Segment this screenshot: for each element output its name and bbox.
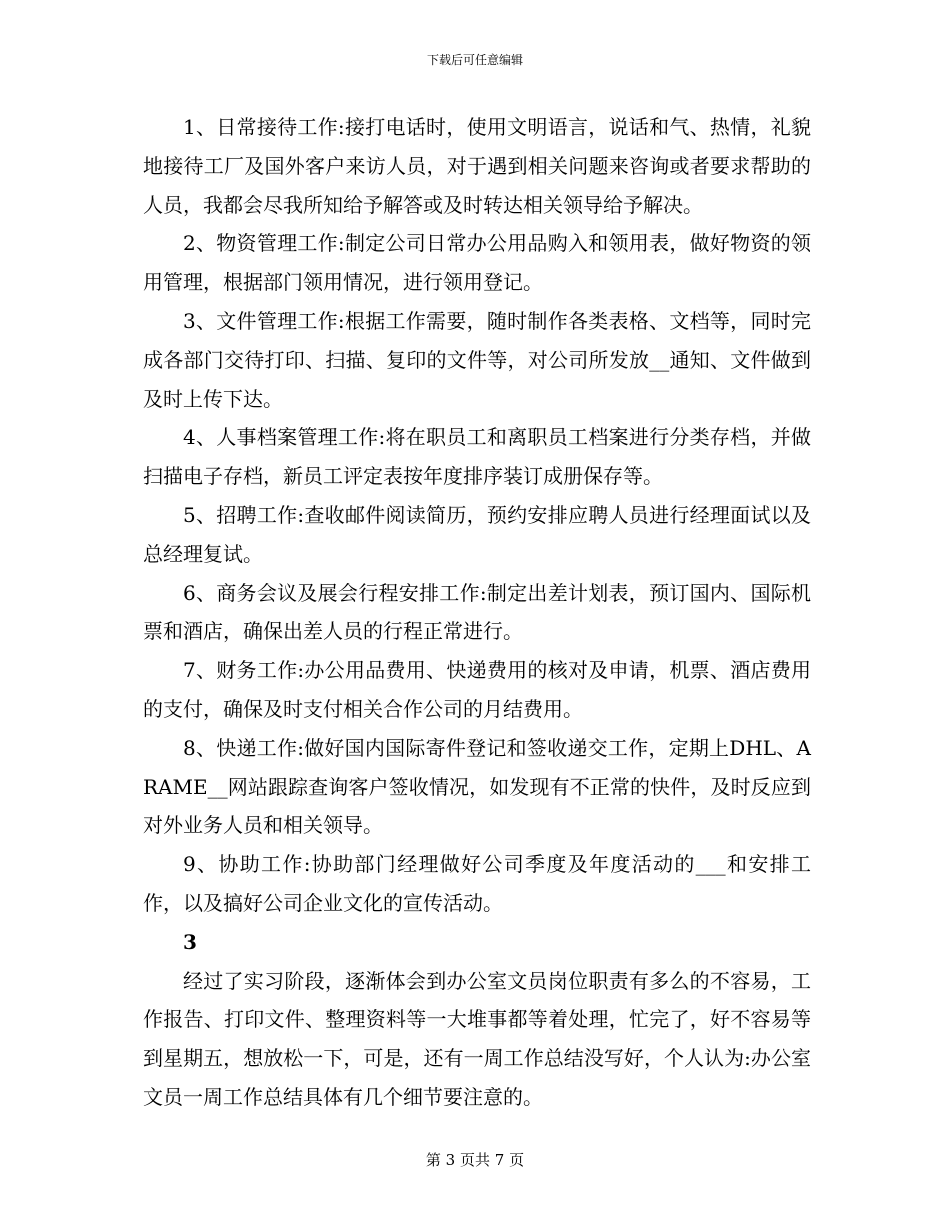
paragraph-business-travel: 6、商务会议及展会行程安排工作:制定出差计划表，预订国内、国际机票和酒店，确保出差人员的行程正常进行。 <box>143 580 811 644</box>
paragraph-daily-reception: 1、日常接待工作:接打电话时，使用文明语言，说话和气、热情，礼貌地接待工厂及国外客户来访人员，对于遇到相关问题来咨询或者要求帮助的人员，我都会尽我所知给予解答或及时转达相关领导给予解决。 <box>143 115 811 217</box>
page-header: 下载后可任意编辑 <box>426 53 523 67</box>
paragraph-express-delivery: 8、快递工作:做好国内国际寄件登记和签收递交工作，定期上DHL、ARAME__网站跟踪查询客户签收情况，如发现有不正常的快件，及时反应到对外业务人员和相关领导。 <box>143 735 811 838</box>
page-footer: 第 3 页共 7 页 <box>425 1151 525 1169</box>
paragraph-personnel-archives: 4、人事档案管理工作:将在职员工和离职员工档案进行分类存档，并做扫描电子存档，新员工评定表按年度排序装订成册保存等。 <box>143 425 811 489</box>
paragraph-recruitment: 5、招聘工作:查收邮件阅读简历，预约安排应聘人员进行经理面试以及总经理复试。 <box>143 502 811 566</box>
paragraph-assistance: 9、协助工作:协助部门经理做好公司季度及年度活动的___和安排工作，以及搞好公司企业文化的宣传活动。 <box>143 852 811 915</box>
paragraph-finance: 7、财务工作:办公用品费用、快递费用的核对及申请，机票、酒店费用的支付，确保及时支付相关合作公司的月结费用。 <box>143 658 811 721</box>
paragraph-document-management: 3、文件管理工作:根据工作需要，随时制作各类表格、文档等，同时完成各部门交待打印、扫描、复印的文件等，对公司所发放__通知、文件做到及时上传下达。 <box>143 308 811 411</box>
document-body <box>143 108 811 1117</box>
paragraph-internship-summary: 经过了实习阶段，逐渐体会到办公室文员岗位职责有多么的不容易，工作报告、打印文件、整理资料等一大堆事都等着处理，忙完了，好不容易等到星期五，想放松一下，可是，还有一周工作总结没写好，个人认为:办公室文员一周工作总结具体有几个细节要注意的。 <box>143 968 811 1109</box>
paragraph-supplies-management: 2、物资管理工作:制定公司日常办公用品购入和领用表，做好物资的领用管理，根据部门领用情况，进行领用登记。 <box>143 231 811 295</box>
section-number: 3 <box>183 929 197 954</box>
